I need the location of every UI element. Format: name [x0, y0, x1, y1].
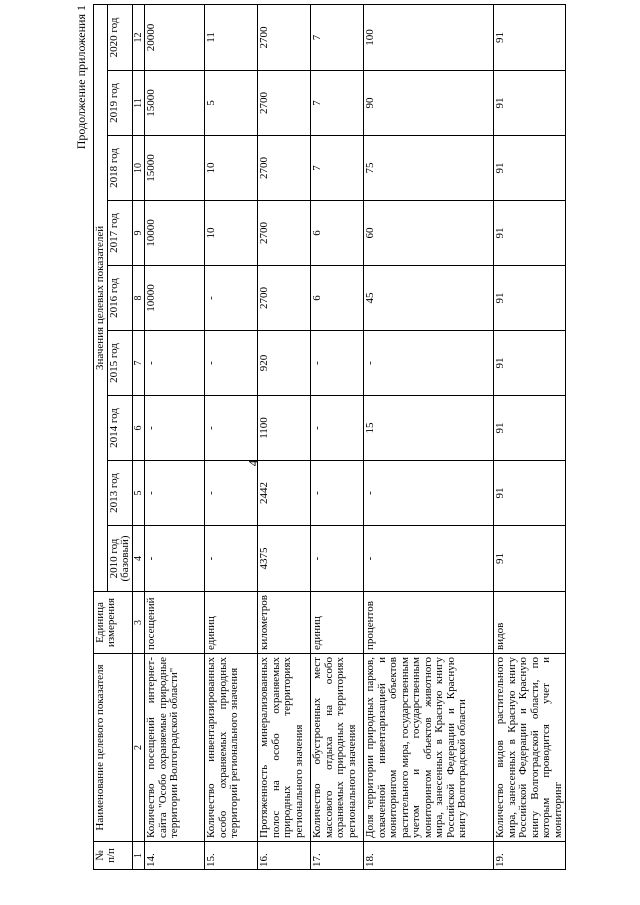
unit-cell: единиц: [205, 592, 258, 654]
indicator-name: Количество видов растительного мира, занесенных в Красную книгу Российской Федерации и Красную книгу Волгоградской области, по которым проводится учет и мониторинг: [494, 654, 566, 842]
unit-cell: видов: [494, 592, 566, 654]
value-cell: 7: [311, 71, 364, 136]
value-cell: 7: [311, 4, 364, 70]
header-name: Наименование целевого показателя: [94, 654, 133, 842]
column-number: 11: [133, 71, 145, 136]
value-cell: 10000: [145, 201, 205, 266]
value-cell: 2700: [258, 136, 311, 201]
value-cell: 2700: [258, 4, 311, 70]
value-cell: 7: [311, 136, 364, 201]
value-cell: 920: [258, 331, 311, 396]
header-year: 2017 год: [108, 201, 133, 266]
value-cell: -: [311, 396, 364, 461]
header-row-1: [94, 4, 108, 869]
value-cell: 91: [494, 136, 566, 201]
indicator-name: Количество инвентаризированных особо охраняемых природных территорий регионального значения: [205, 654, 258, 842]
value-cell: -: [311, 526, 364, 592]
value-cell: -: [311, 331, 364, 396]
table-row: [145, 4, 205, 869]
value-cell: -: [145, 461, 205, 526]
value-cell: 6: [311, 201, 364, 266]
column-number: 2: [133, 654, 145, 842]
value-cell: -: [145, 331, 205, 396]
row-number: 18.: [364, 842, 494, 870]
appendix-caption: Продолжение приложения 1: [74, 5, 88, 150]
value-cell: -: [205, 461, 258, 526]
row-number: 16.: [258, 842, 311, 870]
value-cell: -: [145, 396, 205, 461]
value-cell: 2442: [258, 461, 311, 526]
value-cell: 1100: [258, 396, 311, 461]
value-cell: 91: [494, 396, 566, 461]
unit-cell: процентов: [364, 592, 494, 654]
value-cell: 10: [205, 201, 258, 266]
column-number-row: [133, 4, 145, 869]
header-year: 2019 год: [108, 71, 133, 136]
value-cell: 2700: [258, 266, 311, 331]
header-year: 2018 год: [108, 136, 133, 201]
value-cell: 10: [205, 136, 258, 201]
value-cell: -: [205, 396, 258, 461]
value-cell: 45: [364, 266, 494, 331]
header-num: № п/п: [94, 842, 133, 870]
table-row: [494, 4, 566, 869]
value-cell: -: [364, 461, 494, 526]
value-cell: -: [311, 461, 364, 526]
indicator-name: Количество обустроенных мест массового отдыха на особо охраняемых природных территориях регионального значения: [311, 654, 364, 842]
value-cell: 10000: [145, 266, 205, 331]
value-cell: 75: [364, 136, 494, 201]
column-number: 10: [133, 136, 145, 201]
indicators-table: [93, 4, 566, 870]
header-values-group: Значения целевых показателей: [94, 4, 108, 591]
rotated-page: [75, 5, 620, 870]
column-number: 9: [133, 201, 145, 266]
value-cell: 2700: [258, 71, 311, 136]
value-cell: -: [205, 266, 258, 331]
value-cell: 4375: [258, 526, 311, 592]
row-number: 14.: [145, 842, 205, 870]
header-year: 2015 год: [108, 331, 133, 396]
column-number: 4: [133, 526, 145, 592]
value-cell: -: [364, 331, 494, 396]
row-number: 17.: [311, 842, 364, 870]
header-year: 2013 год: [108, 461, 133, 526]
value-cell: 15000: [145, 136, 205, 201]
header-year: 2016 год: [108, 266, 133, 331]
column-number: 7: [133, 331, 145, 396]
value-cell: 15: [364, 396, 494, 461]
value-cell: 5: [205, 71, 258, 136]
table-row: [258, 4, 311, 869]
indicator-name: Количество посещений интернет-сайта "Особо охраняемые природные территории Волгоградской области": [145, 654, 205, 842]
value-cell: -: [145, 526, 205, 592]
value-cell: 91: [494, 526, 566, 592]
value-cell: 2700: [258, 201, 311, 266]
indicator-name: Протяженность минерализованных полос на особо охраняемых природных территориях регионального значения: [258, 654, 311, 842]
value-cell: 20000: [145, 4, 205, 70]
column-number: 8: [133, 266, 145, 331]
value-cell: 90: [364, 71, 494, 136]
column-number: 12: [133, 4, 145, 70]
row-number: 15.: [205, 842, 258, 870]
value-cell: 60: [364, 201, 494, 266]
column-number: 1: [133, 842, 145, 870]
table-row: [205, 4, 258, 869]
value-cell: 11: [205, 4, 258, 70]
value-cell: 100: [364, 4, 494, 70]
value-cell: 91: [494, 201, 566, 266]
value-cell: 91: [494, 71, 566, 136]
page-number: 4: [245, 459, 261, 467]
indicator-name: Доля территории природных парков, охваченной инвентаризацией и мониторингом объектов растительного мира, государственным учетом и государственным мониторингом объектов животного мира, занесенных в Красную книгу Российской Федерации и Красную книгу Волгоградской области: [364, 654, 494, 842]
unit-cell: единиц: [311, 592, 364, 654]
value-cell: 91: [494, 331, 566, 396]
value-cell: -: [205, 526, 258, 592]
row-number: 19.: [494, 842, 566, 870]
unit-cell: посещений: [145, 592, 205, 654]
value-cell: 15000: [145, 71, 205, 136]
table-row: [311, 4, 364, 869]
unit-cell: километров: [258, 592, 311, 654]
value-cell: -: [364, 526, 494, 592]
value-cell: 6: [311, 266, 364, 331]
value-cell: 91: [494, 4, 566, 70]
column-number: 3: [133, 592, 145, 654]
header-unit: Единица измерения: [94, 592, 133, 654]
value-cell: 91: [494, 461, 566, 526]
table-row: [364, 4, 494, 869]
header-year: 2010 год (базовый): [108, 526, 133, 592]
header-year: 2020 год: [108, 4, 133, 70]
column-number: 5: [133, 461, 145, 526]
column-number: 6: [133, 396, 145, 461]
header-year: 2014 год: [108, 396, 133, 461]
value-cell: 91: [494, 266, 566, 331]
value-cell: -: [205, 331, 258, 396]
